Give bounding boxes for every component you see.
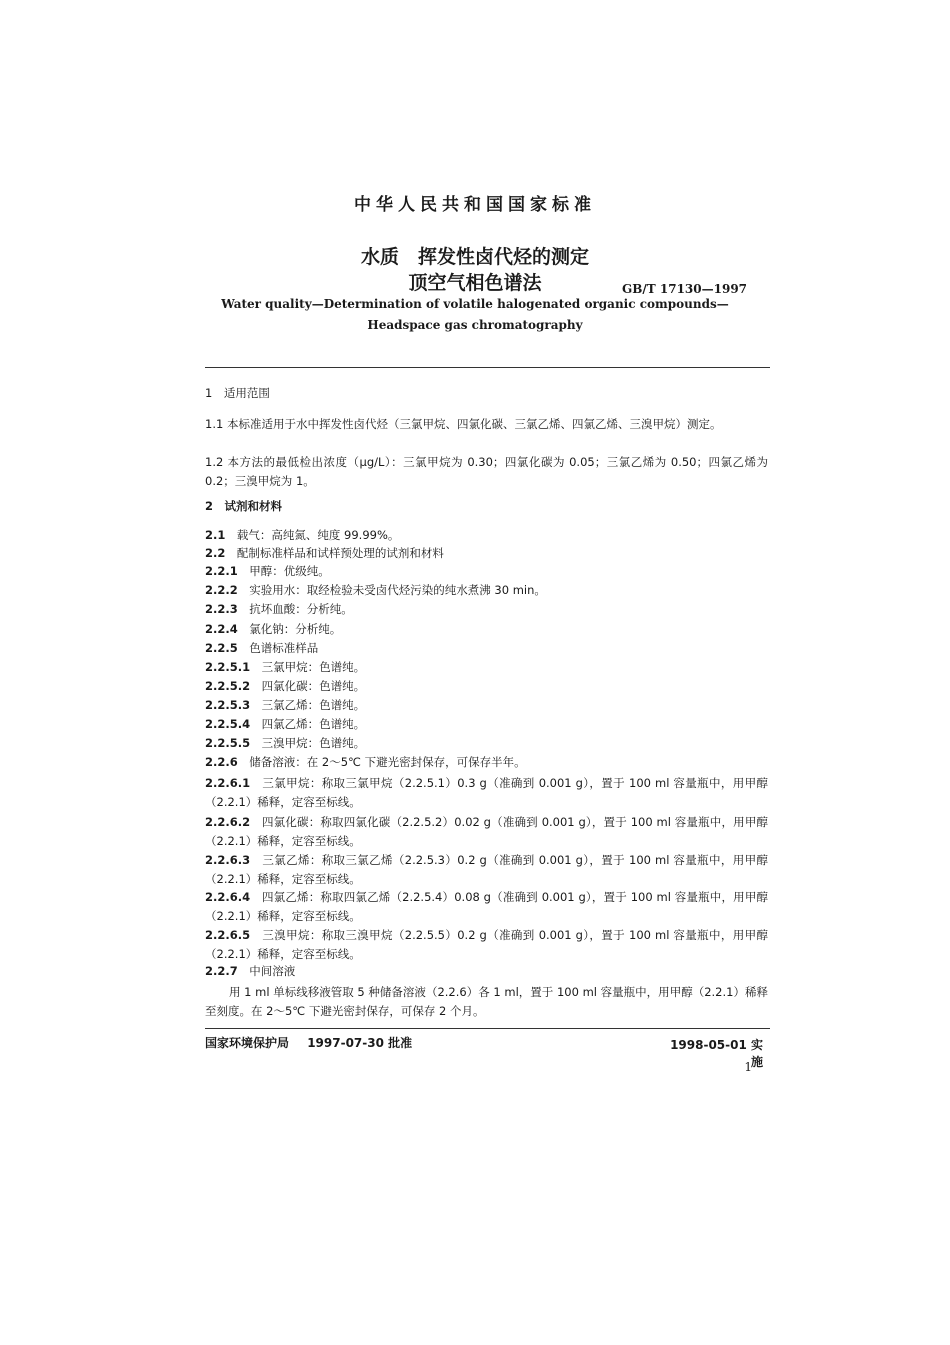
clause-text: 三氯甲烷：色谱纯。 <box>261 660 366 674</box>
issuer: 国家环境保护局 <box>205 1036 290 1050</box>
national-standard-heading: 中华人民共和国国家标准 <box>354 195 596 215</box>
clause-2-2-6-2 <box>205 813 768 851</box>
clause-2-2-7-body: 用 1 ml 单标线移液管取 5 种储备溶液（2.2.6）各 1 ml，置于 100 ml 容量瓶中，用甲醇（2.2.1）稀释至刻度。在 2～5℃ 下避光密封保存，可保存 2 个月。 <box>205 985 768 1018</box>
clause-2-2-6-4 <box>205 888 768 926</box>
clause-number: 2.2.6 <box>205 755 238 769</box>
clause-text: 三氯乙烯：称取三氯乙烯（2.2.5.3）0.2 g（准确到 0.001 g），置于 100 ml 容量瓶中，用甲醇（2.2.1）稀释，定容至标线。 <box>205 853 768 886</box>
clause-text: 甲醇：优级纯。 <box>249 564 330 578</box>
clause-number: 2.2.5.1 <box>205 660 251 674</box>
clause-number: 2.2.6.5 <box>205 928 251 942</box>
clause-2-2-6-5 <box>205 926 768 964</box>
top-divider <box>205 367 770 368</box>
clause-1-2 <box>205 453 768 491</box>
clause-text: 三氯甲烷：称取三氯甲烷（2.2.5.1）0.3 g（准确到 0.001 g），置于 100 ml 容量瓶中，用甲醇（2.2.1）稀释，定容至标线。 <box>205 776 768 809</box>
clause-text: 配制标准样品和试样预处理的试剂和材料 <box>236 546 444 560</box>
clause-text: 本标准适用于水中挥发性卤代烃（三氯甲烷、四氯化碳、三氯乙烯、四氯乙烯、三溴甲烷）测定。 <box>226 417 722 431</box>
clause-text: 实验用水：取经检验未受卤代烃污染的纯水煮沸 30 min。 <box>249 583 546 597</box>
clause-2-2-5-4 <box>205 716 770 732</box>
clause-2-2-5 <box>205 640 770 656</box>
clause-text: 载气：高纯氮、纯度 99.99%。 <box>236 528 400 542</box>
clause-number: 1.1 <box>205 417 224 431</box>
clause-number: 2.2.6.3 <box>205 853 251 867</box>
english-title-line1: Water quality—Determination of volatile halogenated organic compounds— <box>221 297 729 311</box>
clause-text: 色谱标准样品 <box>249 641 319 655</box>
clause-2-2-5-5 <box>205 735 770 751</box>
english-title-line2: Headspace gas chromatography <box>367 318 583 332</box>
clause-number: 2.1 <box>205 528 226 542</box>
clause-2-2 <box>205 545 770 561</box>
page-number: 1 <box>744 1060 752 1074</box>
clause-number: 2.2.5 <box>205 641 238 655</box>
clause-number: 2.2.3 <box>205 602 238 616</box>
clause-number: 2.2.6.1 <box>205 776 251 790</box>
clause-2-2-5-3 <box>205 697 770 713</box>
clause-text: 中间溶液 <box>249 964 296 978</box>
clause-text: 三溴甲烷：色谱纯。 <box>261 736 366 750</box>
document-title-line1: 水质 挥发性卤代烃的测定 <box>360 246 589 268</box>
clause-number: 1.2 <box>205 455 224 469</box>
clause-1-1 <box>205 415 768 434</box>
clause-text: 本方法的最低检出浓度（μg/L）：三氯甲烷为 0.30；四氯化碳为 0.05；三氯乙烯为 0.50；四氯乙烯为 0.2；三溴甲烷为 1。 <box>205 455 769 488</box>
clause-text: 氯化钠：分析纯。 <box>249 622 342 636</box>
section-1-title: 1 适用范围 <box>205 386 270 400</box>
clause-2-2-2 <box>205 582 770 598</box>
clause-number: 2.2 <box>205 546 226 560</box>
clause-text: 三氯乙烯：色谱纯。 <box>261 698 366 712</box>
bottom-divider <box>205 1028 770 1029</box>
standard-number: GB/T 17130—1997 <box>622 282 748 296</box>
section-2-title: 2 试剂和材料 <box>205 499 283 513</box>
clause-2-1 <box>205 527 770 543</box>
clause-2-2-6-1 <box>205 774 768 812</box>
clause-text: 抗坏血酸：分析纯。 <box>249 602 353 616</box>
effective-date: 1998-05-01 实施 <box>670 1038 763 1069</box>
clause-number: 2.2.5.4 <box>205 717 251 731</box>
approval-date: 1997-07-30 批准 <box>307 1036 413 1050</box>
clause-2-2-5-2 <box>205 678 770 694</box>
clause-number: 2.2.4 <box>205 622 238 636</box>
clause-2-2-6 <box>205 754 770 770</box>
clause-number: 2.2.5.5 <box>205 736 251 750</box>
clause-text: 四氯乙烯：称取四氯乙烯（2.2.5.4）0.08 g（准确到 0.001 g），置于 100 ml 容量瓶中，用甲醇（2.2.1）稀释，定容至标线。 <box>205 890 768 923</box>
clause-number: 2.2.2 <box>205 583 238 597</box>
clause-2-2-7 <box>205 963 770 979</box>
clause-text: 四氯化碳：称取四氯化碳（2.2.5.2）0.02 g（准确到 0.001 g），置于 100 ml 容量瓶中，用甲醇（2.2.1）稀释，定容至标线。 <box>205 815 768 848</box>
clause-2-2-6-3 <box>205 851 768 889</box>
clause-number: 2.2.5.2 <box>205 679 251 693</box>
clause-number: 2.2.6.2 <box>205 815 251 829</box>
clause-number: 2.2.6.4 <box>205 890 251 904</box>
clause-text: 四氯乙烯：色谱纯。 <box>261 717 366 731</box>
clause-2-2-1 <box>205 563 770 579</box>
clause-text: 三溴甲烷：称取三溴甲烷（2.2.5.5）0.2 g（准确到 0.001 g），置于 100 ml 容量瓶中，用甲醇（2.2.1）稀释，定容至标线。 <box>205 928 768 961</box>
clause-2-2-4 <box>205 621 770 637</box>
clause-text: 储备溶液：在 2～5℃ 下避光密封保存，可保存半年。 <box>249 755 526 769</box>
approval-info <box>205 1034 426 1051</box>
clause-2-2-5-1 <box>205 659 770 675</box>
clause-number: 2.2.1 <box>205 564 238 578</box>
clause-2-2-3 <box>205 601 770 617</box>
clause-number: 2.2.7 <box>205 964 238 978</box>
clause-text: 四氯化碳：色谱纯。 <box>261 679 366 693</box>
document-title-line2: 顶空气相色谱法 <box>408 272 542 294</box>
clause-number: 2.2.5.3 <box>205 698 251 712</box>
